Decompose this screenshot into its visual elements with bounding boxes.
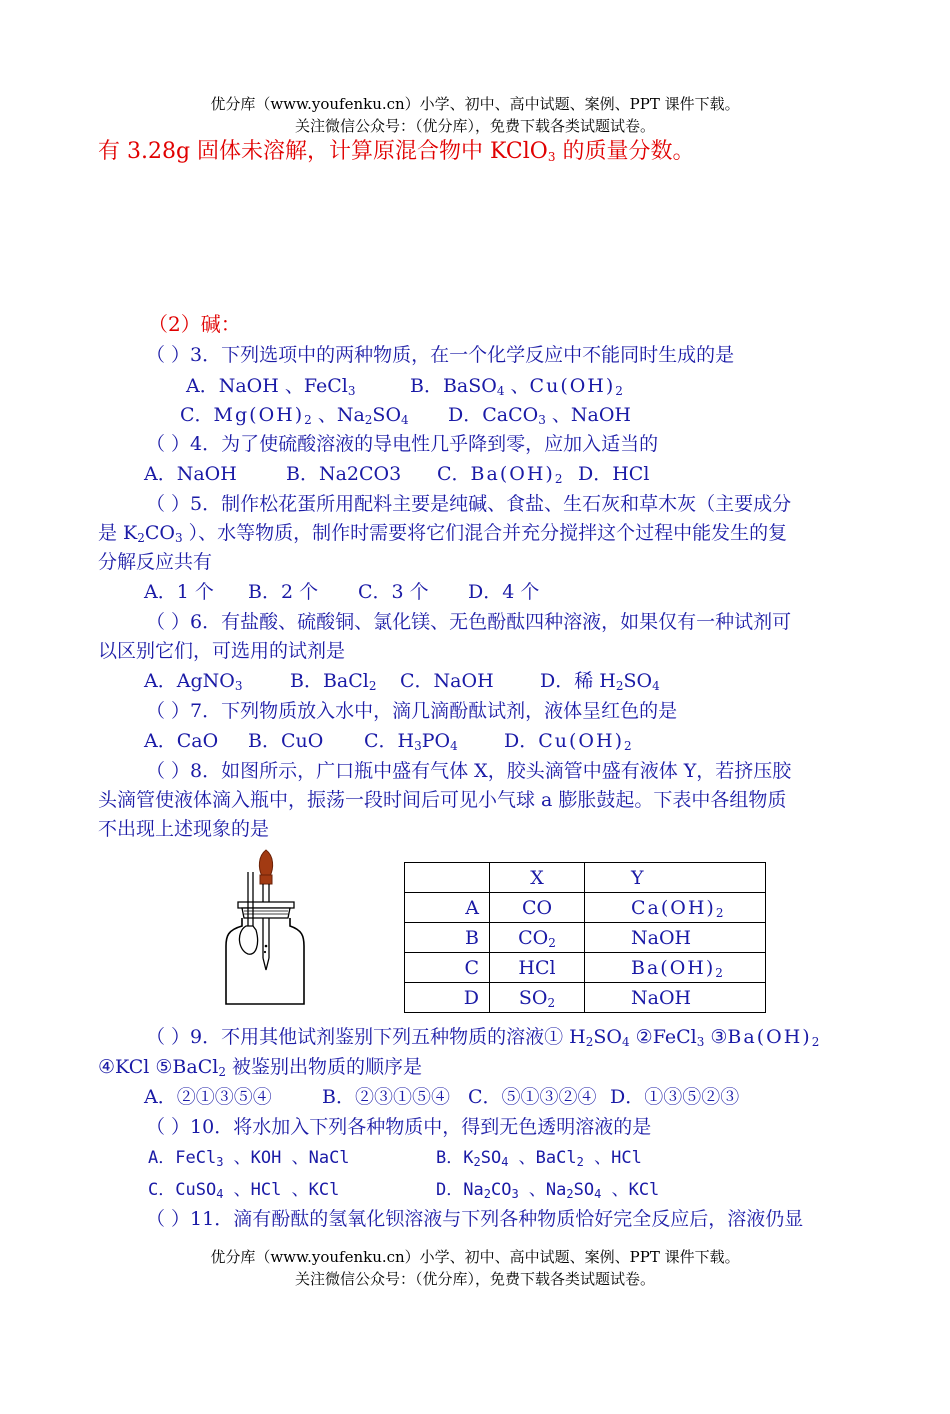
q8-stem-line-3: 不出现上述现象的是 xyxy=(98,818,270,840)
q9-stem-line-2: ④KCl ⑤BaCl$_2$ 被鉴别出物质的顺序是 xyxy=(98,1056,422,1079)
q6-option-b: B．BaCl$_2$ xyxy=(290,670,377,693)
table-header-row: X Y xyxy=(405,863,766,893)
q7-stem: （ ）7．下列物质放入水中，滴几滴酚酞试剂，液体呈红色的是 xyxy=(146,700,678,722)
q4-option-a: A．NaOH xyxy=(144,463,237,485)
q6-stem-line-1: （ ）6．有盐酸、硫酸铜、氯化镁、无色酚酞四种溶液，如果仅有一种试剂可 xyxy=(146,611,792,633)
q5-option-c: C．3 个 xyxy=(358,581,429,603)
q3-option-b: B．BaSO$_4$ 、$Cu(OH)_2$ xyxy=(410,375,623,398)
q9-option-a: A．②①③⑤④ xyxy=(144,1086,272,1108)
q6-stem-line-2: 以区别它们，可选用的试剂是 xyxy=(98,640,346,662)
header-line-1: 优分库（www.youfenku.cn）小学、初中、高中试题、案例、PPT 课件下载。 xyxy=(210,95,740,113)
q5-option-a: A．1 个 xyxy=(144,581,214,603)
q11-stem: （ ）11．滴有酚酞的氢氧化钡溶液与下列各种物质恰好完全反应后，溶液仍显 xyxy=(146,1208,804,1230)
q5-stem-line-3: 分解反应共有 xyxy=(98,551,213,573)
q9-stem-line-1: （ ）9．不用其他试剂鉴别下列五种物质的溶液① $H_2SO_4$ ②FeCl$_3$ $③Ba(OH)_2$ xyxy=(146,1026,820,1049)
q10-option-b: B．$K_2SO_4$ 、BaCl$_2$ 、HCl xyxy=(436,1148,642,1169)
q7-option-b: B．CuO xyxy=(248,730,324,752)
q8-stem-line-2: 头滴管使液体滴入瓶中，振荡一段时间后可见小气球 a 膨胀鼓起。下表中各组物质 xyxy=(98,789,787,811)
q9-option-b: B．②③①⑤④ xyxy=(322,1086,450,1108)
q7-option-d: D．$Cu(OH)_2$ xyxy=(504,730,632,753)
bottle-dropper-illustration xyxy=(222,846,310,1012)
q3-option-c: C．$Mg(OH)_2$ 、$Na_2SO_4$ xyxy=(180,404,409,427)
q5-stem-line-1: （ ）5．制作松花蛋所用配料主要是纯碱、食盐、生石灰和草木灰（主要成分 xyxy=(146,493,792,515)
q8-stem-line-1: （ ）8．如图所示，广口瓶中盛有气体 X，胶头滴管中盛有液体 Y，若挤压胶 xyxy=(146,760,792,782)
q9-option-c: C．⑤①③②④ xyxy=(468,1086,597,1108)
q10-option-d: D．$Na_2CO_3$ 、$Na_2SO_4$ 、KCl xyxy=(436,1180,660,1201)
q4-stem: （ ）4．为了使硫酸溶液的导电性几乎降到零，应加入适当的 xyxy=(146,433,659,455)
q6-option-c: C．NaOH xyxy=(400,670,494,692)
q7-option-c: C．$H_3PO_4$ xyxy=(364,730,458,753)
balloon-a xyxy=(239,926,257,954)
q5-option-d: D．4 个 xyxy=(468,581,540,603)
table-row: C HCl $Ba(OH)_2$ xyxy=(405,953,766,983)
q4-option-c: C．$Ba(OH)_2$ xyxy=(437,463,563,486)
continuation-line: 有 3.28g 固体未溶解，计算原混合物中 KClO$_3$ 的质量分数。 xyxy=(98,139,695,164)
q7-option-a: A．CaO xyxy=(144,730,219,752)
wide-mouth-bottle xyxy=(226,918,304,1004)
q5-option-b: B．2 个 xyxy=(248,581,319,603)
dropper-bulb xyxy=(259,850,272,876)
table-row: B $CO_2$ NaOH xyxy=(405,923,766,953)
q4-option-d: D．HCl xyxy=(578,463,650,485)
footer-line-1: 优分库（www.youfenku.cn）小学、初中、高中试题、案例、PPT 课件下载。 xyxy=(210,1248,740,1266)
footer-line-2: 关注微信公众号：（优分库），免费下载各类试题试卷。 xyxy=(294,1270,655,1288)
q10-option-a: A．FeCl$_3$ 、KOH 、NaCl xyxy=(148,1148,350,1169)
q10-stem: （ ）10．将水加入下列各种物质中，得到无色透明溶液的是 xyxy=(146,1116,652,1138)
q3-option-d: D．CaCO$_3$ 、NaOH xyxy=(448,404,631,427)
q8-table xyxy=(404,862,766,1013)
table-row: D $SO_2$ NaOH xyxy=(405,983,766,1013)
q3-stem: （ ）3．下列选项中的两种物质，在一个化学反应中不能同时生成的是 xyxy=(146,344,735,366)
table-row: A CO $Ca(OH)_2$ xyxy=(405,893,766,923)
q6-option-a: A．AgNO$_3$ xyxy=(144,670,243,693)
section-heading: （2）碱： xyxy=(148,312,241,336)
q4-option-b: B．Na2CO3 xyxy=(286,463,402,485)
q10-option-c: C．CuSO$_4$ 、HCl 、KCl xyxy=(148,1180,340,1201)
q9-option-d: D．①③⑤②③ xyxy=(610,1086,740,1108)
q3-option-a: A．NaOH 、FeCl$_3$ xyxy=(186,375,356,398)
q5-stem-line-2: 是 $K_2CO_3$ ）、水等物质，制作时需要将它们混合并充分搅拌这个过程中能发生的复 xyxy=(98,522,788,545)
header-line-2: 关注微信公众号：（优分库），免费下载各类试题试卷。 xyxy=(294,117,655,135)
q6-option-d: D．稀 $H_2SO_4$ xyxy=(540,670,660,693)
